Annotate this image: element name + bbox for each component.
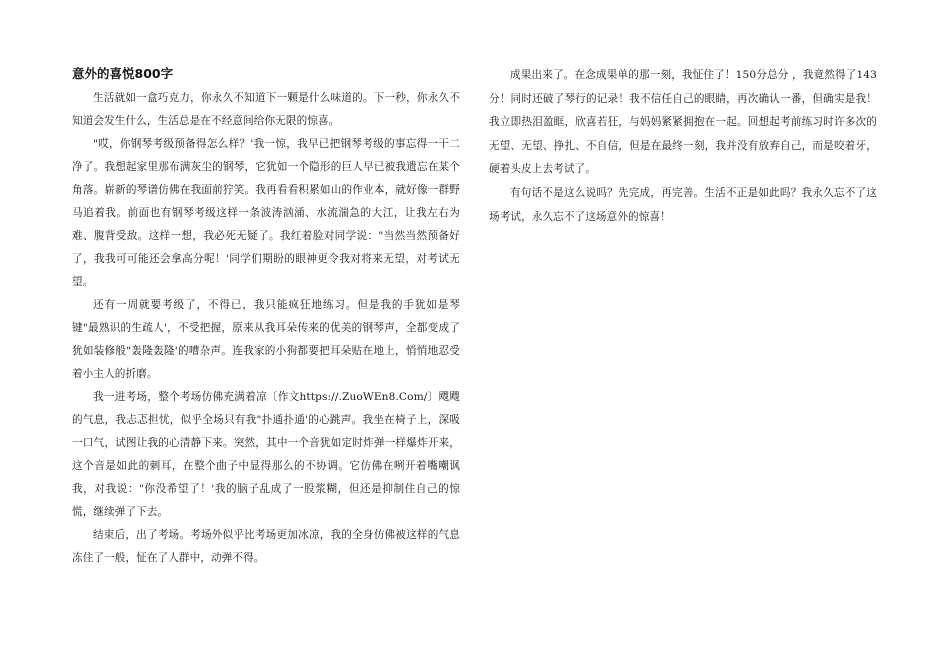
document-title: 意外的喜悦800字 <box>72 66 174 81</box>
paragraph: 生活就如一盒巧克力，你永久不知道下一颗是什么味道的。下一秒，你永久不知道会发生什么，生活总是在不经意间给你无限的惊喜。 <box>72 92 460 127</box>
paragraph: 成果出来了。在念成果单的那一刻，我怔住了！150分总分 ，我竟然得了143分！同时还破了琴行的记录！我不信任自己的眼睛，再次确认一番，但确实是我！我立即热泪盈眶，欣喜若狂，与妈妈紧紧拥抱在一起。回想起考前练习时许多次的无望、无望、挣扎、不自信，但是在最终一刻，我并没有放弃自己，而是咬着牙，硬着头皮上去考试了。 <box>489 69 877 176</box>
paragraph: 有句话不是这么说吗？先完成，再完善。生活不正是如此吗？我永久忘不了这场考试，永久忘不了这场意外的惊喜！ <box>489 186 877 223</box>
right-column <box>489 64 877 229</box>
paragraph: 我一进考场，整个考场仿佛充满着凉〔作文https://.ZuoWEn8.Com/〕飕飕的气息，我忐忑担忧，似乎全场只有我"扑通扑通'的心跳声。我坐在椅子上，深吸一口气，试图让我的心清静下来。突然，其中一个音犹如定时炸弹一样爆炸开来，这个音是如此的刺耳，在整个曲子中显得那么的不协调。它仿佛在咧开着嘴嘲讽我，对我说："你没希望了！'我的脑子乱成了一股浆糊，但还是抑制住自己的惊慌，继续弹了下去。 <box>72 391 460 518</box>
paragraph: 结束后，出了考场。考场外似乎比考场更加冰凉，我的全身仿佛被这样的气息冻住了一般，怔在了人群中，动弹不得。 <box>72 529 460 564</box>
paragraph: 还有一周就要考级了，不得已，我只能疯狂地练习。但是我的手犹如是琴键"最熟识的生疏人'，不受把握，原来从我耳朵传来的优美的钢琴声，全都变成了犹如装修般"轰隆轰隆'的嘈杂声。连我家的小狗都要把耳朵贴在地上，悄悄地忍受着小主人的折磨。 <box>72 299 460 380</box>
paragraph: "哎，你钢琴考级预备得怎么样？'我一惊，我早已把钢琴考级的事忘得一干二净了。我想起家里那布满灰尘的钢琴，它犹如一个隐形的巨人早已被我遗忘在某个角落。崭新的琴谱仿佛在我面前狞笑。我再看看积累如山的作业本，就好像一群野马追着我。前面也有钢琴考级这样一条波涛汹涌、水流湍急的大江，让我左右为难、腹背受敌。这样一想，我必死无疑了。我红着脸对同学说："当然当然预备好了，我我可可能还会拿高分呢！'同学们期盼的眼神更令我对将来无望，对考试无望。 <box>72 138 460 288</box>
left-column <box>72 63 460 570</box>
